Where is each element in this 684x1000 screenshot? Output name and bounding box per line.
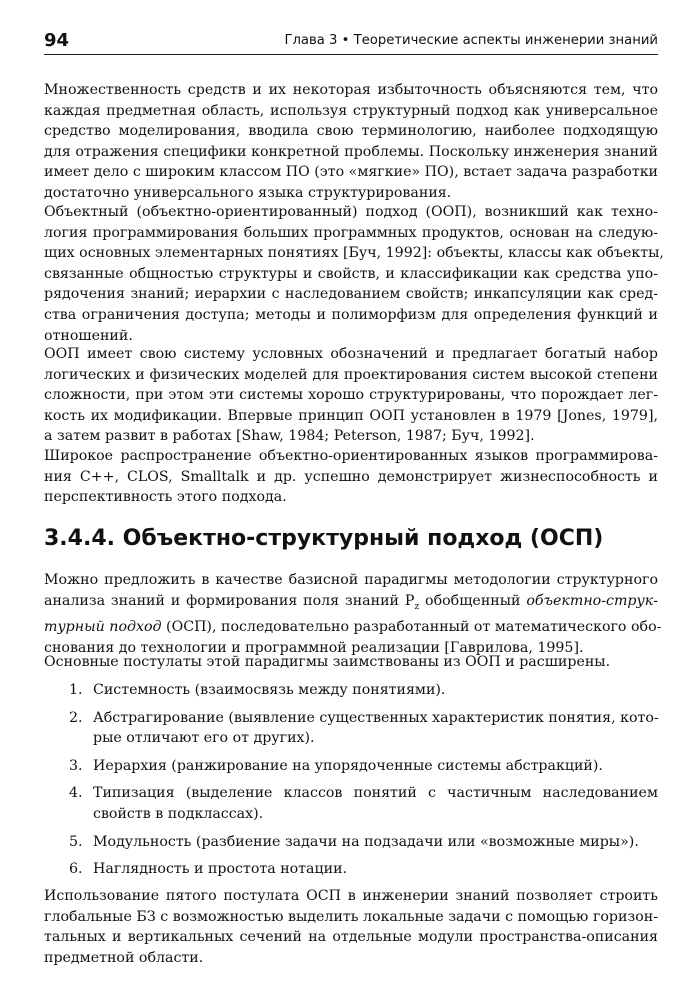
text-line: сложности, при этом эти системы хорошо структурированы, что порождает лег- (44, 387, 658, 404)
text-line: снования до технологии и программной реализации [Гаврилова, 1995]. (44, 639, 584, 656)
list-item (44, 708, 658, 749)
list-item-text: Наглядность и простота нотации. (93, 861, 348, 878)
text-line: Широкое распространение объектно-ориентированных языков программирова- (44, 448, 658, 464)
list-item-text: рые отличают его от других). (93, 730, 315, 747)
text-line: рядочения знаний; иерархии с наследованием свойств; инкапсуляции как сред- (44, 286, 658, 303)
text-line: Объектный (объектно-ориентированный) подход (ООП), возникший как техно- (44, 204, 658, 220)
running-head: Глава 3 • Теоретические аспекты инженерии знаний (284, 33, 658, 48)
text-line: а затем развит в работах [Shaw, 1984; Peterson, 1987; Буч, 1992]. (44, 428, 535, 445)
text-line: связанные общностью структуры и свойств, и классификации как средства упо- (44, 265, 658, 282)
paragraph-6 (44, 652, 658, 673)
list-item-text: Иерархия (ранжирование на упорядоченные системы абстракций). (93, 757, 603, 774)
page-number: 94 (44, 30, 70, 51)
list-item-number: 6. (69, 861, 83, 878)
page-header (44, 30, 658, 55)
paragraph-4 (44, 446, 658, 508)
paragraph-2 (44, 202, 664, 346)
text-line: логических и физических моделей для проектирования систем высокой степени (44, 366, 658, 383)
text-line: Можно предложить в качестве базисной парадигмы методологии структурного (44, 572, 658, 588)
section-heading: 3.4.4. Объектно-структурный подход (ОСП) (44, 526, 604, 551)
list-item-text: Абстрагирование (выявление существенных характеристик понятия, кото- (93, 709, 659, 726)
text-line: ООП имеет свою систему условных обозначений и предлагает богатый набор (44, 346, 658, 362)
text-line: тальных и вертикальных сечений на отдельные модули пространства-описания (44, 929, 658, 946)
list-item (44, 680, 658, 701)
text-line: каждая предметная область, используя структурный подход как универсальное (44, 102, 658, 119)
list-item-number: 1. (69, 682, 83, 698)
list-item-text: свойств в подклассах). (93, 805, 264, 822)
italic-term: турный подход (44, 619, 162, 636)
text-line: отношений. (44, 327, 133, 344)
text-run: обобщенный (419, 592, 527, 609)
list-item (44, 859, 658, 880)
text-line: для отражения специфики конкретной проблемы. Поскольку инженерия знаний (44, 143, 658, 160)
text-run: анализа знаний и формирования поля знаний P (44, 592, 415, 609)
text-line: кость их модификации. Впервые принцип ООП установлен в 1979 [Jones, 1979], (44, 407, 658, 424)
list-item-number: 5. (69, 833, 83, 850)
list-item-number: 3. (69, 757, 83, 774)
paragraph-5 (44, 570, 662, 658)
text-line: предметной области. (44, 949, 204, 966)
text-line: ния С++, CLOS, Smalltalk и др. успешно демонстрирует жизнеспособность и (44, 468, 658, 485)
postulates-list (44, 680, 658, 887)
list-item-number: 4. (69, 785, 83, 802)
list-item (44, 756, 658, 777)
text-line: Основные постулаты этой парадигмы заимствованы из ООП и расширены. (44, 654, 611, 670)
subscript: z (414, 601, 420, 612)
paragraph-3 (44, 344, 658, 447)
list-item-number: 2. (69, 709, 83, 726)
text-line: перспективность этого подхода. (44, 489, 287, 506)
text-line: средство моделирования, вводила свою терминологию, наиболее подходящую (44, 123, 658, 140)
text-line: имеет дело с широким классом ПО (это «мягкие» ПО), встает задача разработки (44, 164, 659, 181)
text-line: Множественность средств и их некоторая избыточность объясняются тем, что (44, 82, 658, 98)
text-line (44, 617, 662, 638)
paragraph-7 (44, 886, 658, 968)
text-line (44, 591, 658, 617)
list-item-text: Типизация (выделение классов понятий с частичным наследованием (93, 785, 658, 802)
list-item-text: Системность (взаимосвязь между понятиями). (93, 682, 446, 698)
text-line: Использование пятого постулата ОСП в инженерии знаний позволяет строить (44, 888, 658, 904)
text-line: глобальные БЗ с возможностью выделить локальные задачи с помощью горизон- (44, 908, 658, 925)
list-item (44, 783, 658, 824)
text-line: ства ограничения доступа; методы и полиморфизм для определения функций и (44, 306, 658, 323)
text-line: достаточно универсального языка структурирования. (44, 184, 452, 201)
italic-term: объектно-струк- (526, 592, 658, 609)
text-line: логия программирования больших программных продуктов, основан на следую- (44, 224, 658, 241)
text-run: (ОСП), последовательно разработанный от математического обо- (161, 619, 662, 636)
list-item-text: Модульность (разбиение задачи на подзадачи или «возможные миры»). (93, 833, 639, 850)
text-line: щих основных элементарных понятиях [Буч, 1992]: объекты, классы как объекты, (44, 245, 664, 262)
list-item (44, 832, 658, 853)
paragraph-1 (44, 80, 658, 204)
